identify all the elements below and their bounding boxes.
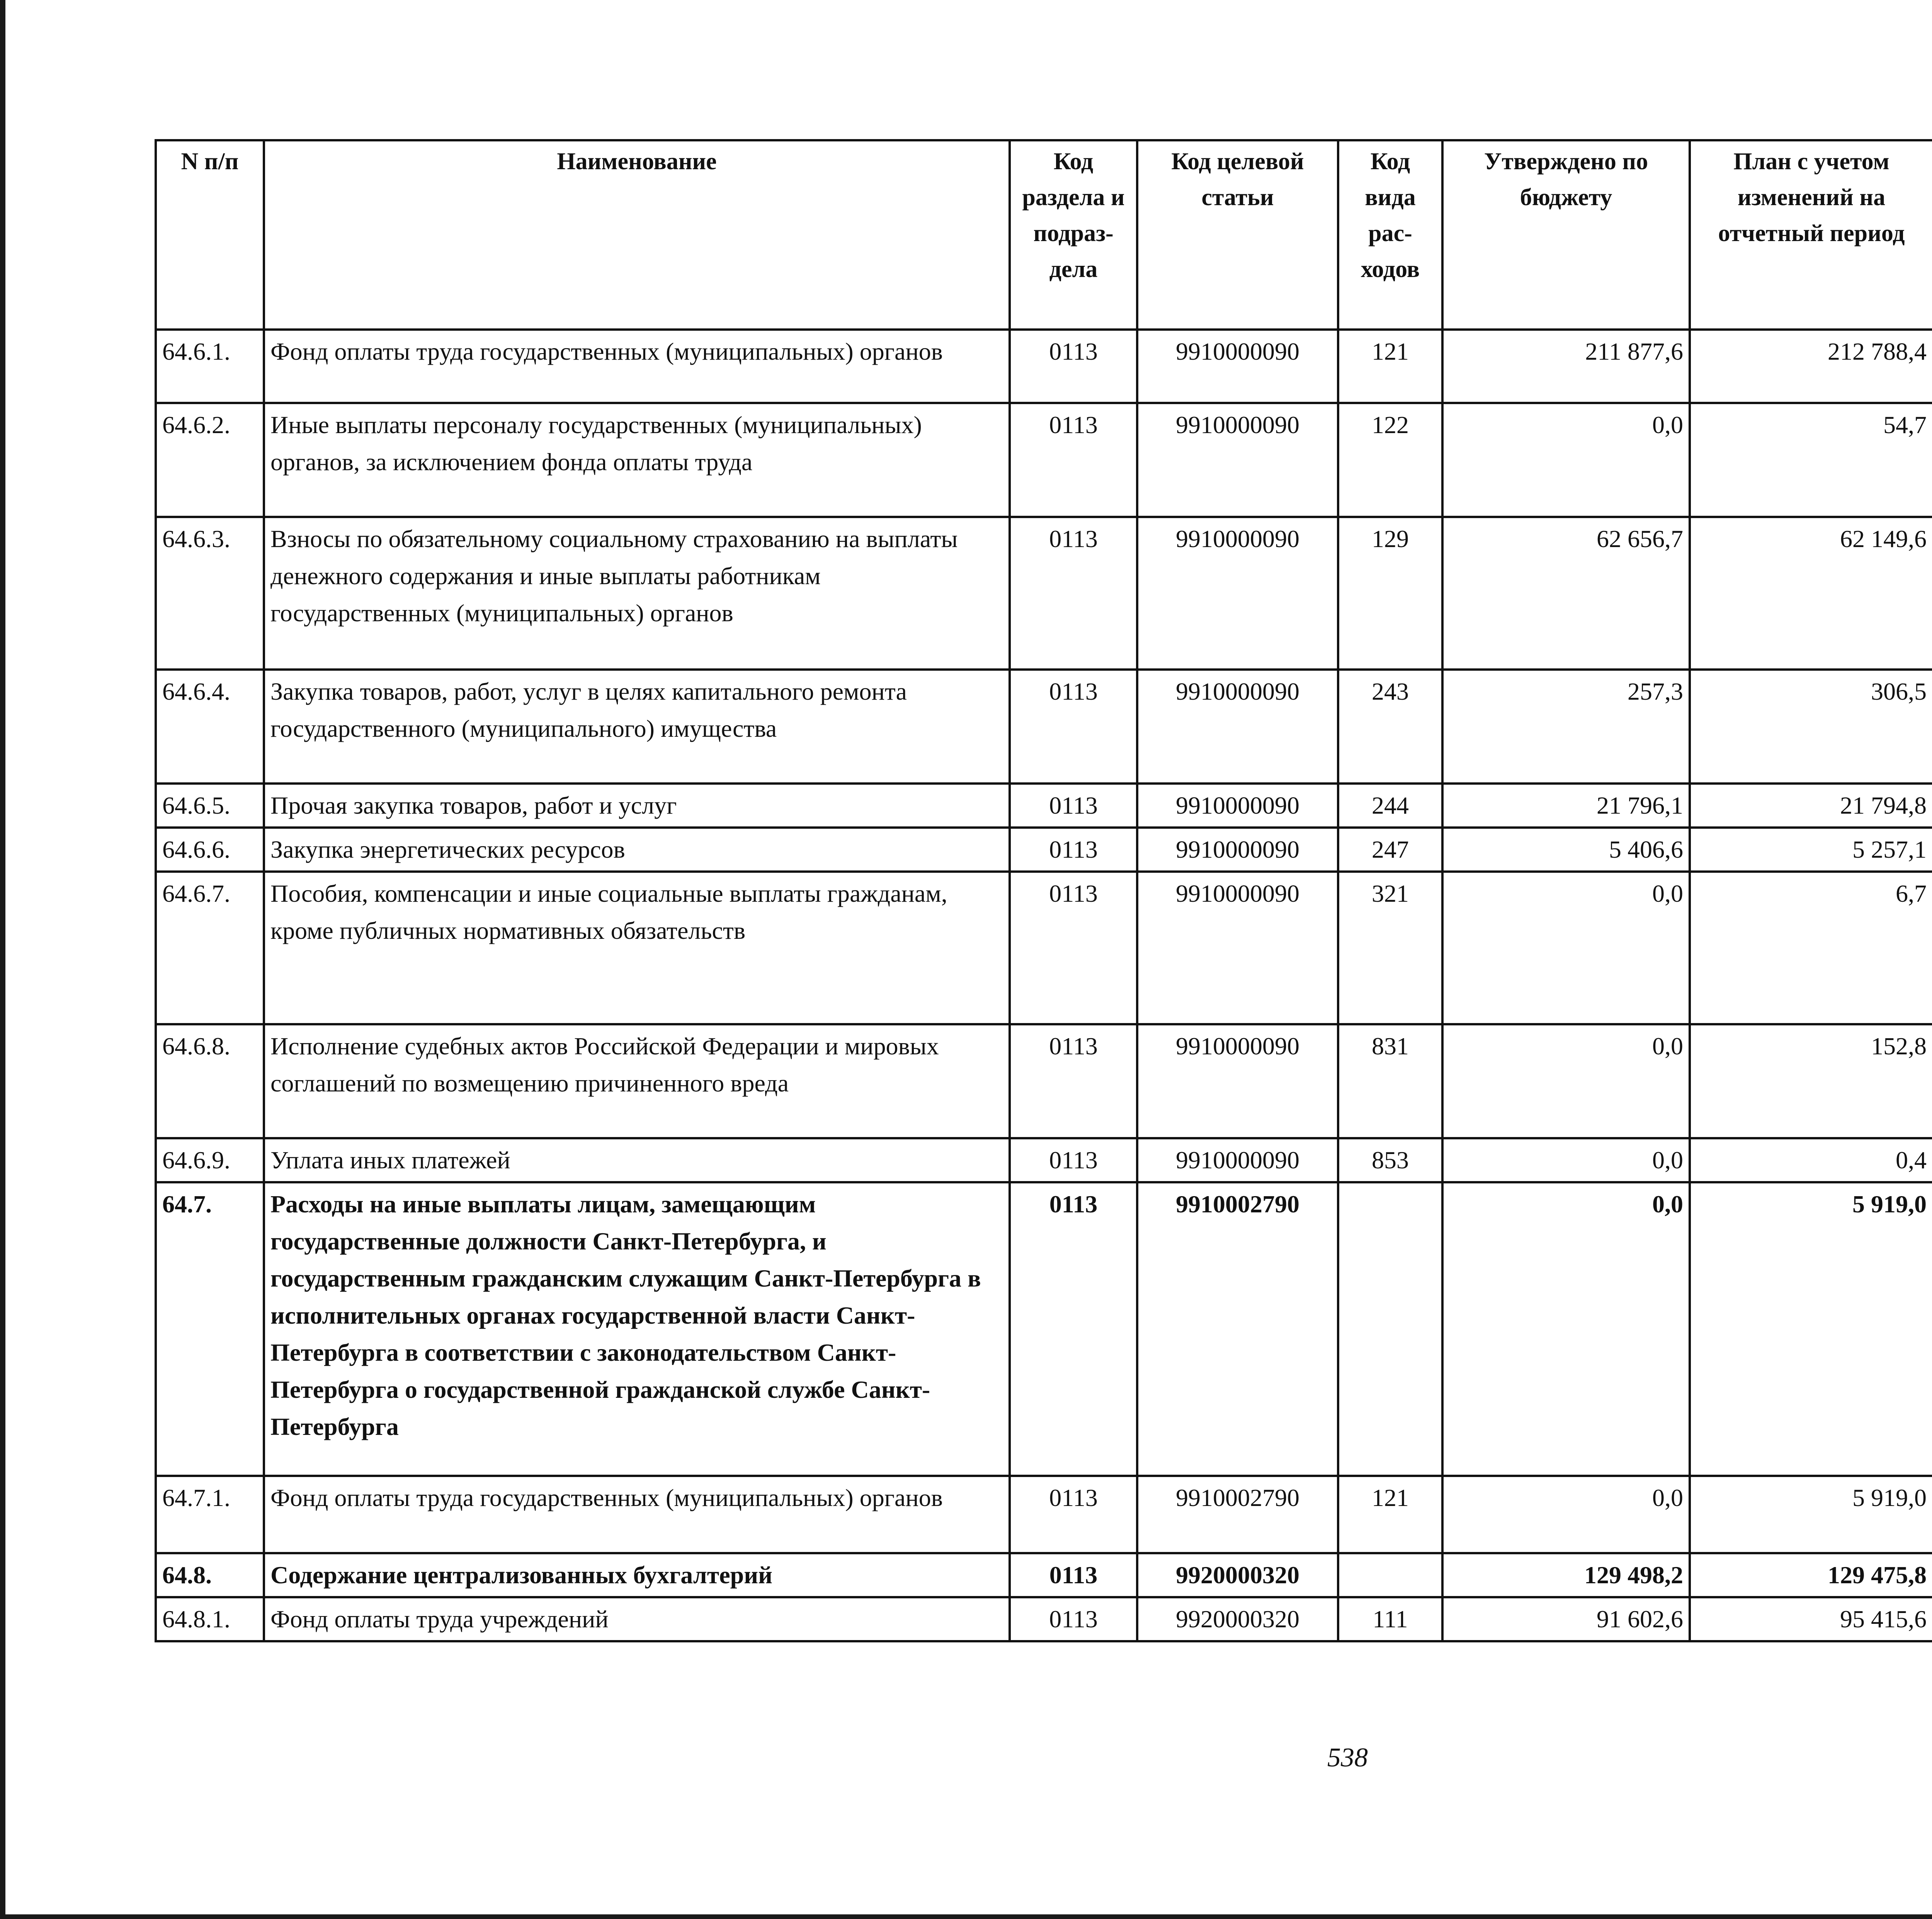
row-approved: 0,0 [1442, 1024, 1690, 1138]
header-target-code: Код целевой статьи [1137, 140, 1338, 330]
row-expense-type-code: 121 [1338, 1476, 1442, 1553]
row-name: Расходы на иные выплаты лицам, замещающим государственные должности Санкт-Петербурга, и государственным гражданским служащим Санкт-Петербурга в исполнительных органах государственной власти Санкт-Петербурга в соответствии с законодательством Санкт-Петербурга о государственной гражданской службе Санкт-Петербурга [264, 1182, 1010, 1476]
row-plan: 21 794,8 [1690, 784, 1932, 828]
row-plan: 5 919,0 [1690, 1476, 1932, 1553]
table-row [156, 1553, 1932, 1597]
row-plan: 5 257,1 [1690, 828, 1932, 872]
row-approved: 257,3 [1442, 670, 1690, 784]
row-number: 64.6.3. [156, 517, 264, 670]
scan-border-left [0, 0, 5, 1919]
row-plan: 62 149,6 [1690, 517, 1932, 670]
table-row [156, 784, 1932, 828]
row-section-code: 0113 [1010, 1597, 1137, 1641]
row-number: 64.7. [156, 1182, 264, 1476]
row-plan: 95 415,6 [1690, 1597, 1932, 1641]
row-plan: 5 919,0 [1690, 1182, 1932, 1476]
row-expense-type-code: 122 [1338, 403, 1442, 517]
row-name: Фонд оплаты труда государственных (муниципальных) органов [264, 330, 1010, 403]
row-section-code: 0113 [1010, 517, 1137, 670]
row-expense-type-code: 111 [1338, 1597, 1442, 1641]
row-section-code: 0113 [1010, 1553, 1137, 1597]
header-plan: План с учетом изменений на отчетный период [1690, 140, 1932, 330]
row-approved: 0,0 [1442, 403, 1690, 517]
row-plan: 54,7 [1690, 403, 1932, 517]
row-expense-type-code [1338, 1182, 1442, 1476]
row-number: 64.6.6. [156, 828, 264, 872]
table-row [156, 872, 1932, 1024]
row-section-code: 0113 [1010, 872, 1137, 1024]
row-approved: 0,0 [1442, 1138, 1690, 1182]
table-row [156, 330, 1932, 403]
row-plan: 6,7 [1690, 872, 1932, 1024]
row-expense-type-code [1338, 1553, 1442, 1597]
table-row [156, 670, 1932, 784]
row-approved: 62 656,7 [1442, 517, 1690, 670]
row-approved: 0,0 [1442, 1182, 1690, 1476]
row-target-code: 9910000090 [1137, 872, 1338, 1024]
row-number: 64.6.4. [156, 670, 264, 784]
row-expense-type-code: 244 [1338, 784, 1442, 828]
row-name: Иные выплаты персоналу государственных (муниципальных) органов, за исключением фонда оплаты труда [264, 403, 1010, 517]
row-target-code: 9910002790 [1137, 1182, 1338, 1476]
row-plan: 0,4 [1690, 1138, 1932, 1182]
row-target-code: 9910002790 [1137, 1476, 1338, 1553]
row-section-code: 0113 [1010, 670, 1137, 784]
row-section-code: 0113 [1010, 828, 1137, 872]
row-section-code: 0113 [1010, 1182, 1137, 1476]
row-section-code: 0113 [1010, 784, 1137, 828]
row-expense-type-code: 853 [1338, 1138, 1442, 1182]
row-target-code: 9910000090 [1137, 784, 1338, 828]
page-number: 538 [1327, 1743, 1368, 1773]
row-expense-type-code: 243 [1338, 670, 1442, 784]
row-name: Закупка энергетических ресурсов [264, 828, 1010, 872]
row-name: Уплата иных платежей [264, 1138, 1010, 1182]
row-section-code: 0113 [1010, 1476, 1137, 1553]
row-approved: 91 602,6 [1442, 1597, 1690, 1641]
row-number: 64.6.2. [156, 403, 264, 517]
row-approved: 129 498,2 [1442, 1553, 1690, 1597]
table-row [156, 403, 1932, 517]
table-row [156, 1182, 1932, 1476]
table-row [156, 517, 1932, 670]
header-expense-type-code: Код вида рас-ходов [1338, 140, 1442, 330]
row-approved: 0,0 [1442, 872, 1690, 1024]
row-expense-type-code: 247 [1338, 828, 1442, 872]
scan-border-bottom [0, 1914, 1932, 1919]
row-approved: 21 796,1 [1442, 784, 1690, 828]
row-approved: 211 877,6 [1442, 330, 1690, 403]
row-target-code: 9920000320 [1137, 1553, 1338, 1597]
row-expense-type-code: 121 [1338, 330, 1442, 403]
row-expense-type-code: 831 [1338, 1024, 1442, 1138]
row-name: Содержание централизованных бухгалтерий [264, 1553, 1010, 1597]
row-target-code: 9910000090 [1137, 1138, 1338, 1182]
row-target-code: 9910000090 [1137, 517, 1338, 670]
row-number: 64.8.1. [156, 1597, 264, 1641]
row-target-code: 9910000090 [1137, 1024, 1338, 1138]
row-approved: 5 406,6 [1442, 828, 1690, 872]
row-number: 64.7.1. [156, 1476, 264, 1553]
header-name: Наименование [264, 140, 1010, 330]
table-row [156, 828, 1932, 872]
budget-execution-table [155, 139, 1932, 1642]
table-row [156, 1138, 1932, 1182]
row-plan: 306,5 [1690, 670, 1932, 784]
row-target-code: 9910000090 [1137, 670, 1338, 784]
row-target-code: 9910000090 [1137, 330, 1338, 403]
row-expense-type-code: 321 [1338, 872, 1442, 1024]
table-row [156, 1597, 1932, 1641]
row-name: Пособия, компенсации и иные социальные выплаты гражданам, кроме публичных нормативных обязательств [264, 872, 1010, 1024]
row-name: Прочая закупка товаров, работ и услуг [264, 784, 1010, 828]
header-approved: Утверждено по бюджету [1442, 140, 1690, 330]
row-number: 64.6.5. [156, 784, 264, 828]
row-plan: 129 475,8 [1690, 1553, 1932, 1597]
row-number: 64.6.8. [156, 1024, 264, 1138]
row-target-code: 9910000090 [1137, 828, 1338, 872]
row-name: Фонд оплаты труда государственных (муниципальных) органов [264, 1476, 1010, 1553]
row-target-code: 9920000320 [1137, 1597, 1338, 1641]
row-target-code: 9910000090 [1137, 403, 1338, 517]
row-name: Фонд оплаты труда учреждений [264, 1597, 1010, 1641]
table-body [156, 330, 1932, 1641]
row-number: 64.8. [156, 1553, 264, 1597]
row-section-code: 0113 [1010, 330, 1137, 403]
header-number: N п/п [156, 140, 264, 330]
table-row [156, 1476, 1932, 1553]
row-expense-type-code: 129 [1338, 517, 1442, 670]
row-plan: 212 788,4 [1690, 330, 1932, 403]
row-section-code: 0113 [1010, 1024, 1137, 1138]
row-name: Исполнение судебных актов Российской Федерации и мировых соглашений по возмещению причиненного вреда [264, 1024, 1010, 1138]
row-approved: 0,0 [1442, 1476, 1690, 1553]
row-name: Взносы по обязательному социальному страхованию на выплаты денежного содержания и иные выплаты работникам государственных (муниципальных) органов [264, 517, 1010, 670]
row-number: 64.6.1. [156, 330, 264, 403]
row-number: 64.6.7. [156, 872, 264, 1024]
row-section-code: 0113 [1010, 1138, 1137, 1182]
row-plan: 152,8 [1690, 1024, 1932, 1138]
row-number: 64.6.9. [156, 1138, 264, 1182]
row-name: Закупка товаров, работ, услуг в целях капитального ремонта государственного (муниципального) имущества [264, 670, 1010, 784]
row-section-code: 0113 [1010, 403, 1137, 517]
table-row [156, 1024, 1932, 1138]
header-section-code: Код раздела и подраз-дела [1010, 140, 1137, 330]
